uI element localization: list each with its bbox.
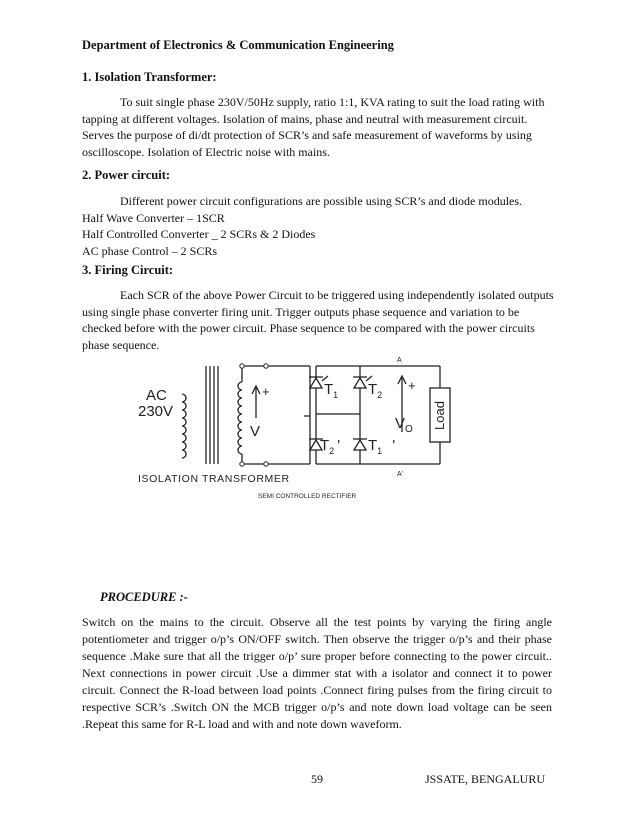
t2-prime-label: $T_2$ ': [320, 437, 341, 456]
page-number: 59: [311, 772, 323, 786]
section-title-power: 2. Power circuit:: [82, 168, 171, 182]
circuit-diagram: [120, 352, 460, 510]
t2-label: $T_2$: [368, 381, 383, 400]
secondary-coil: [238, 382, 242, 454]
list-item: AC phase Control – 2 SCRs: [82, 243, 218, 258]
procedure-body: Switch on the mains to the circuit. Observe all the test points by varying the firing angle potentiometer and trigger o/p’s ON/OFF switch. Then observe the trigger o/p’s and their phase sequence .Make sure that all the trigger o/p’ sure proper before connecting to the power circuit.. Next connections in power circuit .Use a dimmer stat with a isolator and connect it to power circuit. Connect the R-load between load points .Connect firing pulses from the firing circuit to respective SCR’s .Switch ON the MCB trigger o/p’s and note down load voltage can be seen .Repeat this same for R-L load and with and note down waveform.: [82, 615, 552, 731]
scr-t1: [310, 378, 322, 388]
terminal: [240, 364, 244, 368]
voltage-label: 230V: [138, 403, 174, 420]
scr-t2: [354, 378, 366, 388]
text-line: To suit single phase 230V/50Hz supply, ratio 1:1, KVA rating to suit the load rating with: [120, 95, 545, 109]
text-line: Serves the purpose of di/dt protection of SCR’s and safe measurement of waveforms by using: [82, 128, 532, 143]
section-body-isolation: [82, 94, 552, 160]
terminal: [264, 364, 268, 368]
terminal: [240, 462, 244, 466]
text-line: checked before with the power circuit. Phase sequence to be compared with the power circuits: [82, 321, 535, 336]
section-title-isolation: 1. Isolation Transformer:: [82, 70, 217, 84]
t1-prime-label: $T_1$ ': [368, 437, 396, 456]
list-item: Half Controlled Converter _ 2 SCRs & 2 Diodes: [82, 227, 316, 242]
page-header: Department of Electronics & Communication Engineering: [82, 38, 394, 52]
section-title-firing: 3. Firing Circuit:: [82, 263, 174, 277]
node-a: A: [397, 357, 402, 364]
text-line: Each SCR of the above Power Circuit to be triggered using independently isolated outputs: [120, 288, 554, 302]
text-line: phase sequence.: [82, 337, 160, 352]
procedure-title: PROCEDURE :-: [100, 590, 188, 604]
primary-coil: [182, 394, 186, 458]
vo-label: $V_O$: [395, 415, 413, 435]
footer-institution: JSSATE, BENGALURU: [425, 772, 546, 786]
text-line: Different power circuit configurations are possible using SCR’s and diode modules.: [120, 194, 523, 208]
section-body-firing: [82, 287, 552, 353]
node-a-prime: A': [397, 471, 404, 478]
terminal: [264, 462, 268, 466]
wire: [242, 454, 266, 464]
ac-label: AC: [146, 387, 167, 404]
load-label: Load: [432, 401, 447, 430]
wire: [242, 366, 266, 382]
v-label: V: [250, 423, 261, 440]
plus-sign: +: [408, 378, 416, 393]
diode-t1-prime: [354, 440, 366, 450]
text-line: using single phase converter firing unit. Trigger outputs phase sequence and variation to be: [82, 304, 520, 319]
plus-sign: +: [262, 384, 270, 399]
text-line: oscilloscope. Isolation of Electric noise with mains.: [82, 144, 330, 159]
semi-controlled-rectifier-caption: SEMI CONTROLLED RECTIFIER: [258, 493, 357, 500]
text-line: tapping at different voltages. Isolation of mains, phase and neutral with measurement circuit.: [82, 111, 528, 126]
list-item: Half Wave Converter – 1SCR: [82, 210, 225, 225]
isolation-transformer-caption: ISOLATION TRANSFORMER: [138, 473, 290, 485]
t1-label: $T_1$: [324, 381, 339, 400]
section-body-power: [82, 193, 552, 259]
